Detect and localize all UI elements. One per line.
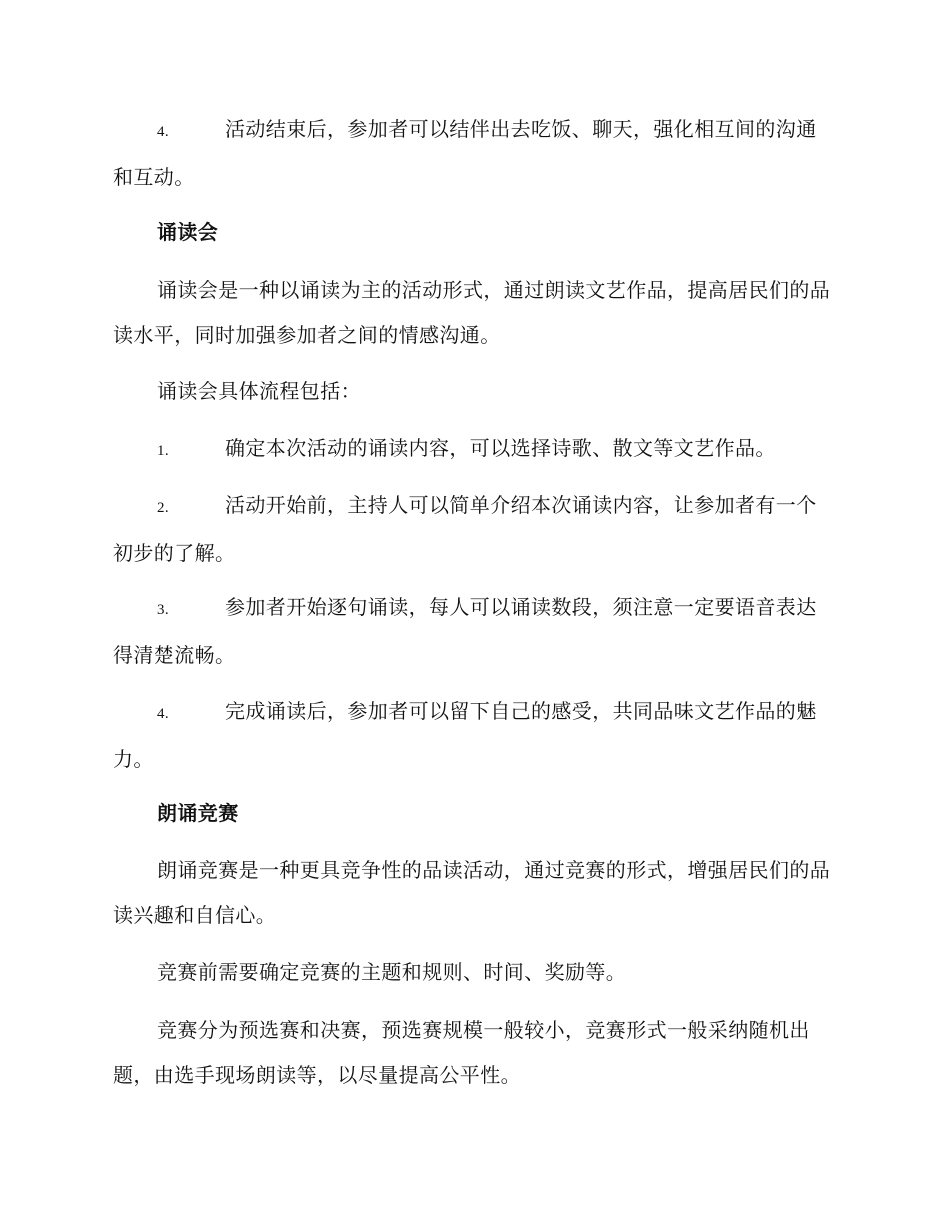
list-item	[113, 585, 835, 678]
competition-preparation-paragraph: 竞赛前需要确定竞赛的主题和规则、时间、奖励等。	[157, 960, 627, 984]
list-number: 2.	[157, 500, 170, 516]
list-item	[113, 426, 835, 474]
list-text: 活动开始前，主持人可以简单介绍本次诵读内容，让参加者有一个初步的了解。	[113, 493, 817, 565]
list-number: 4.	[157, 706, 170, 722]
list-item	[113, 689, 835, 782]
competition-format-paragraph: 竞赛分为预选赛和决赛，预选赛规模一般较小，竞赛形式一般采纳随机出题，由选手现场朗读等，以尽量提高公平性。	[113, 1018, 810, 1087]
list-item	[113, 107, 835, 200]
reading-intro-paragraph: 诵读会是一种以诵读为主的活动形式，通过朗读文艺作品，提高居民们的品读水平，同时加强参加者之间的情感沟通。	[113, 278, 831, 347]
list-number: 1.	[157, 443, 170, 459]
list-text: 参加者开始逐句诵读，每人可以诵读数段，须注意一定要语音表达得清楚流畅。	[113, 595, 817, 667]
section-heading-reading: 诵读会	[157, 220, 219, 244]
competition-intro-paragraph: 朗诵竞赛是一种更具竞争性的品读活动，通过竞赛的形式，增强居民们的品读兴趣和自信心。	[113, 858, 831, 927]
list-number: 4.	[157, 124, 170, 140]
list-text: 完成诵读后，参加者可以留下自己的感受，共同品味文艺作品的魅力。	[113, 699, 817, 771]
list-text: 确定本次活动的诵读内容，可以选择诗歌、散文等文艺作品。	[225, 436, 776, 460]
reading-process-label: 诵读会具体流程包括：	[157, 379, 361, 403]
list-number: 3.	[157, 602, 170, 618]
section-heading-competition: 朗诵竞赛	[157, 801, 239, 825]
list-item	[113, 483, 835, 576]
list-text: 活动结束后，参加者可以结伴出去吃饭、聊天，强化相互间的沟通和互动。	[113, 117, 817, 189]
